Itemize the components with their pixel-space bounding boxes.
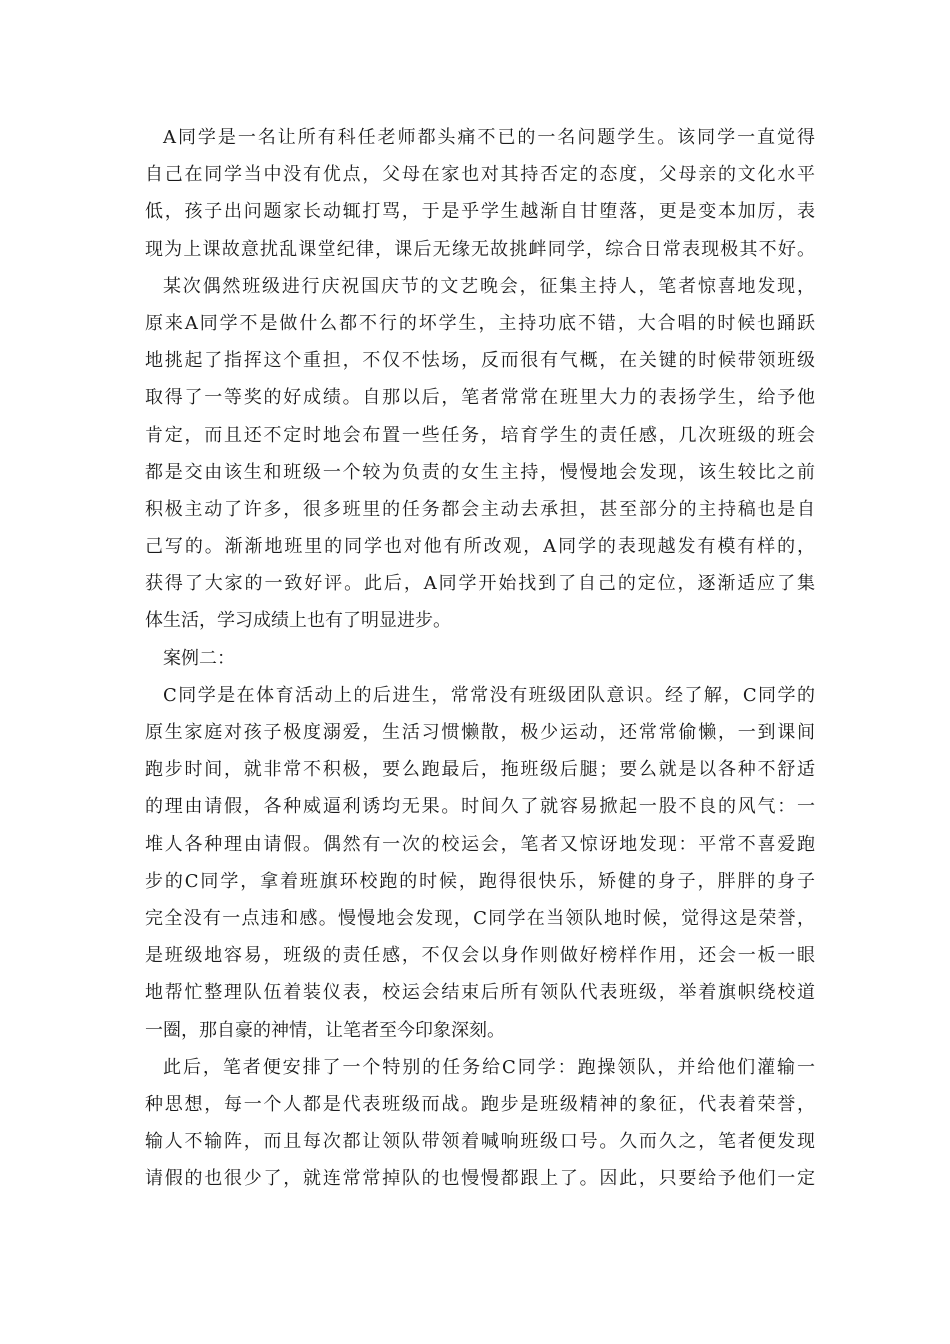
text-line: 己写的。渐渐地班里的同学也对他有所改观，A同学的表现越发有模有样的， [145, 536, 815, 558]
text-line: 的理由请假，各种威逼利诱均无果。时间久了就容易掀起一股不良的风气：一 [145, 796, 815, 818]
text-line: 原来A同学不是做什么都不行的坏学生，主持功底不错，大合唱的时候也踊跃 [145, 312, 815, 334]
text-line: 获得了大家的一致好评。此后，A同学开始找到了自己的定位，逐渐适应了集 [145, 573, 815, 595]
text-line: 一圈，那自豪的神情，让笔者至今印象深刻。 [145, 1019, 505, 1041]
text-line: 地帮忙整理队伍着装仪表，校运会结束后所有领队代表班级，举着旗帜绕校道 [145, 982, 815, 1004]
text-line: 此后，笔者便安排了一个特别的任务给C同学：跑操领队，并给他们灌输一 [163, 1056, 815, 1078]
text-line: 现为上课故意扰乱课堂纪律，课后无缘无故挑衅同学，综合日常表现极其不好。 [145, 238, 815, 260]
text-line: 积极主动了许多，很多班里的任务都会主动去承担，甚至部分的主持稿也是自 [145, 498, 815, 520]
text-line: 自己在同学当中没有优点，父母在家也对其持否定的态度，父母亲的文化水平 [145, 164, 815, 186]
text-line: 完全没有一点违和感。慢慢地会发现，C同学在当领队地时候，觉得这是荣誉， [145, 907, 815, 929]
text-line: 输人不输阵，而且每次都让领队带领着喊响班级口号。久而久之，笔者便发现 [145, 1131, 815, 1153]
text-line: 请假的也很少了，就连常常掉队的也慢慢都跟上了。因此，只要给予他们一定 [145, 1168, 815, 1190]
text-line: C同学是在体育活动上的后进生，常常没有班级团队意识。经了解，C同学的 [163, 684, 815, 706]
text-line: 取得了一等奖的好成绩。自那以后，笔者常常在班里大力的表扬学生，给予他 [145, 387, 815, 409]
text-line: 地挑起了指挥这个重担，不仅不怯场，反而很有气概，在关键的时候带领班级 [145, 350, 815, 372]
text-line: 都是交由该生和班级一个较为负责的女生主持，慢慢地会发现，该生较比之前 [145, 461, 815, 483]
text-line: 步的C同学，拿着班旗环校跑的时候，跑得很快乐，矫健的身子，胖胖的身子 [145, 870, 815, 892]
text-line: 低，孩子出问题家长动辄打骂，于是乎学生越渐自甘堕落，更是变本加厉，表 [145, 201, 815, 223]
text-line: 堆人各种理由请假。偶然有一次的校运会，笔者又惊讶地发现：平常不喜爱跑 [145, 833, 815, 855]
text-line: 是班级地容易，班级的责任感，不仅会以身作则做好榜样作用，还会一板一眼 [145, 945, 815, 967]
text-line: 体生活，学习成绩上也有了明显进步。 [145, 610, 451, 632]
text-line: A同学是一名让所有科任老师都头痛不已的一名问题学生。该同学一直觉得 [163, 127, 815, 148]
text-line: 某次偶然班级进行庆祝国庆节的文艺晚会，征集主持人，笔者惊喜地发现， [163, 275, 815, 297]
text-line: 种思想，每一个人都是代表班级而战。跑步是班级精神的象征，代表着荣誉， [145, 1093, 815, 1115]
text-line: 原生家庭对孩子极度溺爱，生活习惯懒散，极少运动，还常常偷懒，一到课间 [145, 722, 815, 743]
document-body [145, 119, 815, 1197]
section-heading: 案例二： [163, 647, 235, 669]
text-line: 跑步时间，就非常不积极，要么跑最后，拖班级后腿；要么就是以各种不舒适 [145, 759, 815, 781]
text-line: 肯定，而且还不定时地会布置一些任务，培育学生的责任感，几次班级的班会 [145, 424, 815, 446]
